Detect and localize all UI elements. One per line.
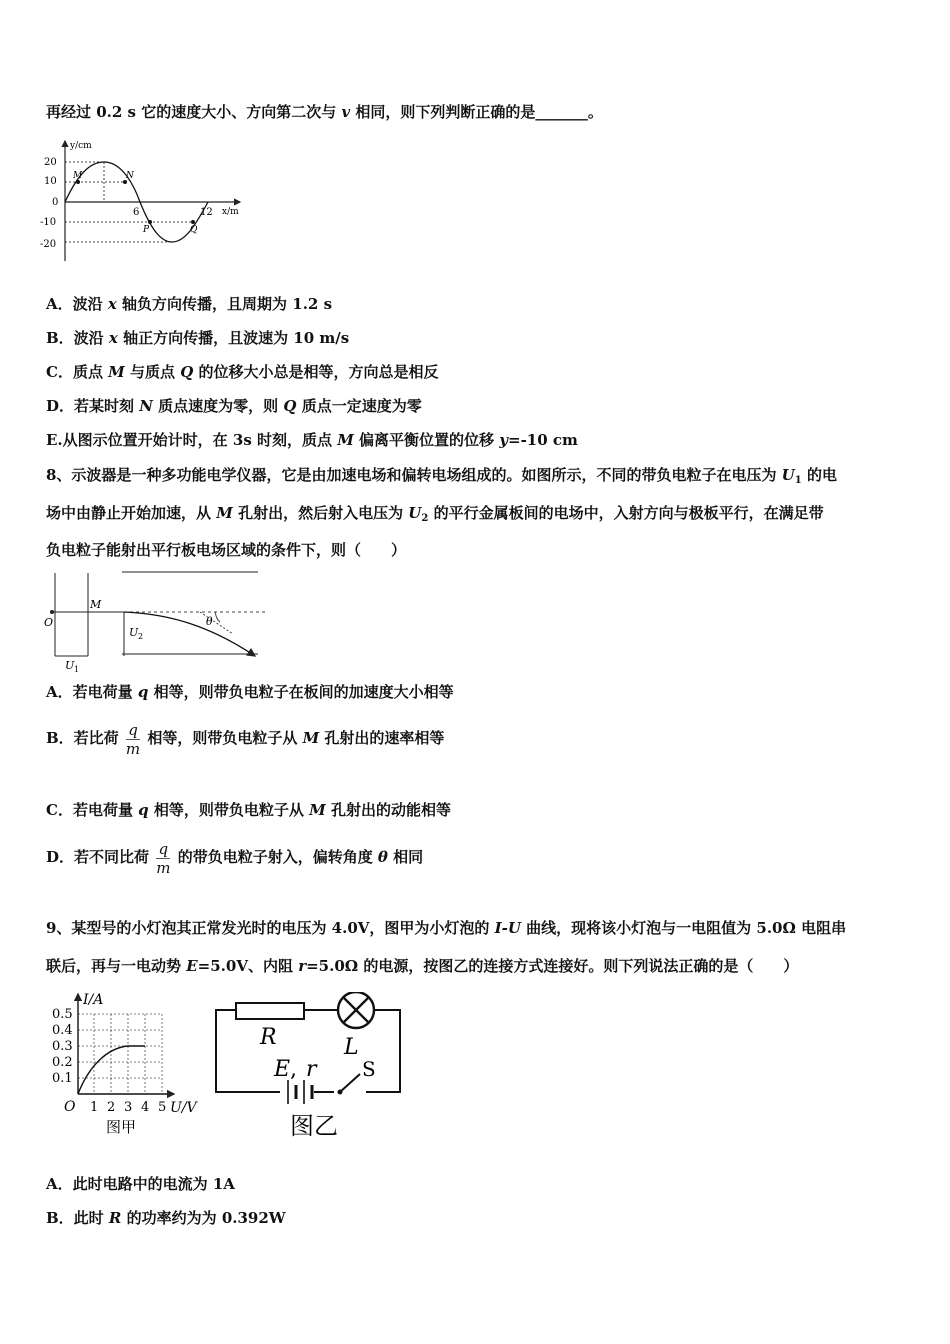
q7-stem-text-2: 相同，则下列判断正确的是_______。 xyxy=(350,103,603,121)
q8-oscilloscope-figure xyxy=(40,568,270,676)
y-tick: 0.5 xyxy=(52,1007,73,1022)
y-tick: 0 xyxy=(52,197,59,208)
q7-stem xyxy=(46,102,603,122)
q8-option-c xyxy=(46,800,451,820)
q7-stem-text: 再经过 0.2 s 它的速度大小、方向第二次与 xyxy=(46,103,342,121)
q7-option-c xyxy=(46,362,439,382)
option-text: 相同 xyxy=(387,848,424,866)
option-text: B．若比荷 xyxy=(46,729,124,747)
resistor-r xyxy=(236,1003,304,1019)
option-text: 孔射出的动能相等 xyxy=(325,801,451,819)
option-text: A．此时电路中的电流为 1A xyxy=(46,1175,235,1193)
angle-arc xyxy=(215,612,220,622)
y-tick: 0.2 xyxy=(52,1055,73,1070)
q8-stem-line3 xyxy=(46,540,406,560)
x-tick: 5 xyxy=(158,1100,167,1115)
stem-text: 8、示波器是一种多功能电学仪器，它是由加速电场和偏转电场组成的。如图所示，不同的带负电粒子在电压为 xyxy=(46,466,782,484)
stem-text: 的电 xyxy=(801,466,837,484)
x-axis-label: x/m xyxy=(222,207,239,217)
q8-stem-line2 xyxy=(46,503,824,529)
y-tick: 20 xyxy=(44,157,57,168)
q9-option-a xyxy=(46,1174,235,1194)
q8-stem-line1 xyxy=(46,465,837,491)
stem-sub: 2 xyxy=(421,513,429,524)
u1-label: U xyxy=(65,659,75,672)
stem-text: 9、某型号的小灯泡其正常发光时的电压为 4.0V，图甲为小灯泡的 xyxy=(46,919,495,937)
q8-option-b xyxy=(46,718,444,758)
option-var: M xyxy=(309,801,326,819)
option-text: 偏离平衡位置的位移 xyxy=(353,431,500,449)
origin-point xyxy=(50,610,54,614)
x-tick: 1 xyxy=(90,1100,99,1115)
q7-option-e xyxy=(46,430,578,450)
y-tick: 10 xyxy=(44,176,57,187)
q8-option-d xyxy=(46,837,423,877)
x-axis-label: U/V xyxy=(170,1100,197,1116)
angle-ray xyxy=(200,612,233,634)
point-q-label: Q xyxy=(190,225,198,235)
x-tick: 2 xyxy=(107,1100,116,1115)
grid xyxy=(78,1014,162,1094)
q7-option-d xyxy=(46,396,422,416)
option-var: y xyxy=(499,431,508,449)
option-text: B．波沿 xyxy=(46,329,109,347)
option-text: D．若不同比荷 xyxy=(46,848,155,866)
stem-text: =5.0Ω 的电源，按图乙的连接方式连接好。则下列说法正确的是（ ） xyxy=(306,957,799,975)
q9-option-b xyxy=(46,1208,286,1228)
q9-stem-line1 xyxy=(46,918,846,938)
fraction-q-over-m xyxy=(156,840,170,877)
option-var: M xyxy=(337,431,354,449)
x-tick: 4 xyxy=(141,1100,150,1115)
emf-comma: , xyxy=(290,1057,297,1082)
point-p xyxy=(148,220,152,224)
option-var: M xyxy=(302,729,320,747)
q9-iu-graph xyxy=(46,986,206,1138)
option-text: D．若某时刻 xyxy=(46,397,140,415)
option-text: E.从图示位置开始计时，在 3s 时刻，质点 xyxy=(46,431,338,449)
emf-label: E xyxy=(274,1057,291,1082)
stem-text: 孔射出，然后射入电压为 xyxy=(232,504,409,522)
stem-sub: 1 xyxy=(794,475,802,486)
origin-label: O xyxy=(64,1099,76,1115)
fraction-den: m xyxy=(125,739,141,758)
x-tick: 12 xyxy=(200,207,213,218)
stem-var: E xyxy=(186,957,198,975)
stem-text: 的平行金属板间的电场中，入射方向与极板平行，在满足带 xyxy=(428,504,824,522)
u1-sub: 1 xyxy=(74,665,80,674)
lamp-label: L xyxy=(344,1035,359,1060)
stem-text: 负电粒子能射出平行板电场区域的条件下，则（ ） xyxy=(46,541,407,559)
option-text: 相等，则带负电粒子从 xyxy=(142,729,303,747)
iu-curve xyxy=(78,1046,145,1094)
internal-r-label: r xyxy=(306,1057,317,1082)
q9-circuit-diagram xyxy=(210,992,410,1144)
q7-option-b xyxy=(46,328,349,348)
y-tick: 0.1 xyxy=(52,1071,73,1086)
fraction-num: q xyxy=(156,840,170,859)
option-text: 质点速度为零，则 xyxy=(152,397,284,415)
y-axis-label: I/A xyxy=(83,992,104,1008)
stem-text: 联后，再与一电动势 xyxy=(46,957,187,975)
trajectory xyxy=(124,612,255,656)
hole-m-label: M xyxy=(90,598,102,611)
fraction-num: q xyxy=(126,721,140,740)
option-var: q xyxy=(137,683,149,701)
figure-caption: 图乙 xyxy=(290,1112,338,1140)
fraction-q-over-m xyxy=(126,721,140,758)
option-var: Q xyxy=(283,397,297,415)
option-text: 与质点 xyxy=(124,363,181,381)
option-var: R xyxy=(108,1209,122,1227)
q9-stem-line2 xyxy=(46,956,798,976)
point-m-label: M xyxy=(73,171,83,181)
point-p-label: P xyxy=(143,225,150,235)
y-tick: -20 xyxy=(40,239,57,250)
option-text: C．质点 xyxy=(46,363,109,381)
stem-text: 场中由静止开始加速，从 xyxy=(46,504,217,522)
option-text: =-10 cm xyxy=(508,431,578,449)
option-var: Q xyxy=(180,363,194,381)
option-var: q xyxy=(138,801,149,819)
option-text: 的功率约为为 0.392W xyxy=(121,1209,286,1227)
option-var: x xyxy=(107,295,117,313)
option-text: A．波沿 xyxy=(46,295,108,313)
y-tick: 0.4 xyxy=(52,1023,73,1038)
x-tick: 6 xyxy=(133,207,140,218)
figure-caption: 图甲 xyxy=(106,1118,137,1136)
stem-var: r xyxy=(298,957,307,975)
option-text: A．若电荷量 xyxy=(46,683,138,701)
stem-text: =5.0V、内阻 xyxy=(197,957,299,975)
option-text: 相等，则带负电粒子在板间的加速度大小相等 xyxy=(148,683,454,701)
u2-label: U xyxy=(129,626,139,639)
stem-text: 曲线，现将该小灯泡与一电阻值为 5.0Ω 电阻串 xyxy=(520,919,847,937)
option-text: C．若电荷量 xyxy=(46,801,139,819)
option-text: 孔射出的速率相等 xyxy=(319,729,445,747)
option-var: θ xyxy=(377,848,388,866)
option-text: 相等，则带负电粒子从 xyxy=(148,801,310,819)
y-tick: -10 xyxy=(40,217,57,228)
point-n-label: N xyxy=(126,171,134,181)
option-var: M xyxy=(108,363,125,381)
option-var: x xyxy=(108,329,118,347)
y-tick: 0.3 xyxy=(52,1039,73,1054)
u2-sub: 2 xyxy=(138,632,144,641)
origin-label: O xyxy=(44,616,54,629)
x-tick: 3 xyxy=(124,1100,133,1115)
q7-stem-var: v xyxy=(341,103,351,121)
option-text: 质点一定速度为零 xyxy=(296,397,422,415)
switch-label: S xyxy=(362,1057,376,1081)
stem-var: I-U xyxy=(494,919,521,937)
theta-label: θ xyxy=(206,615,213,628)
stem-var: M xyxy=(216,504,233,522)
fraction-den: m xyxy=(156,858,171,877)
stem-var: U xyxy=(408,504,422,522)
option-text: 的位移大小总是相等，方向总是相反 xyxy=(193,363,439,381)
y-axis-label: y/cm xyxy=(70,141,92,151)
option-text: B．此时 xyxy=(46,1209,109,1227)
option-text: 轴负方向传播，且周期为 1.2 s xyxy=(116,295,333,313)
point-q xyxy=(191,220,195,224)
stem-var: U xyxy=(781,466,795,484)
q8-option-a xyxy=(46,682,454,702)
option-text: 轴正方向传播，且波速为 10 m/s xyxy=(117,329,350,347)
option-text: 的带负电粒子射入，偏转角度 xyxy=(172,848,378,866)
q7-wave-graph xyxy=(40,136,255,266)
resistor-label: R xyxy=(260,1025,277,1050)
option-var: N xyxy=(139,397,153,415)
q7-option-a xyxy=(46,294,332,314)
